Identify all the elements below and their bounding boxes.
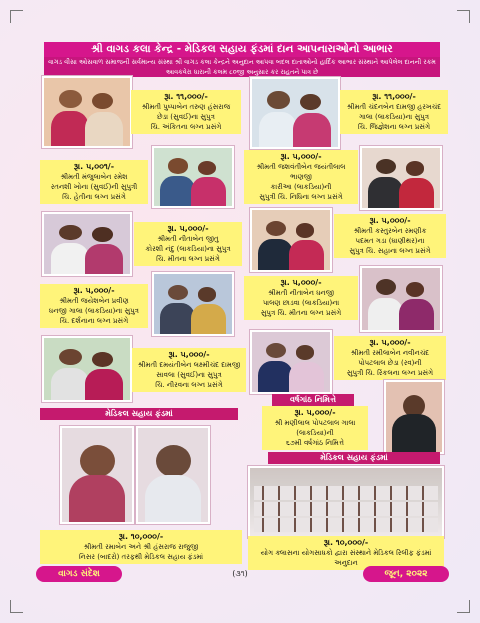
page-title: શ્રી વાગડ કલા કેન્દ્ર - મેડિકલ સહાય ફંડમાં દાન આપનારાઓનો આભાર <box>44 42 440 57</box>
donor-card-2 <box>340 90 448 134</box>
donor-line: પદમત ગડા (ઘાણીથર)ના <box>355 237 425 245</box>
donor-amount: રૂા. ૫,૦૦૦/- <box>280 152 322 161</box>
donor-amount: રૂા. ૫,૦૦૦/- <box>294 408 336 417</box>
donor-amount: રૂા. ૧૦,૦૦૦/- <box>118 532 164 541</box>
donor-card-12 <box>40 530 242 564</box>
donor-card-5 <box>134 222 242 266</box>
donor-amount: રૂા. ૧૦,૦૦૦/- <box>323 538 369 547</box>
magazine-name-badge: વાગડ સંદેશ <box>36 566 122 582</box>
page-number: (૩૧) <box>232 569 248 578</box>
donor-line: શ્રીમતી ચંદનબેન દામજી હરખચંદ <box>346 103 442 111</box>
donor-line: ચિ. હેતીના લગ્ન પ્રસંગે <box>62 193 126 201</box>
donor-line: શ્રીમતી રમીલાબેન નવીનચંદ <box>350 349 430 357</box>
birthday-label: વર્ષગાંઠ નિમિત્તે <box>272 394 354 406</box>
donor-line: સુપુત્ર ચિ. સહાના લગ્ન પ્રસંગે <box>349 247 431 255</box>
donor-line: (લાકડિયા)ની <box>296 429 334 437</box>
donor-line: શ્રીમતી દમયંતીબેન લક્ષ્મીચંદ દામજી <box>137 361 241 369</box>
donor-line: ગાલા (લાકડિયા)ના સુપુત્ર <box>358 113 429 121</box>
donor-amount: રૂા. ૫,૦૦૦/- <box>168 350 210 359</box>
donor-line: નિસર (બાદરો) તરફથી મેડિકલ સહાય ફંડમાં <box>78 553 204 561</box>
donor-line: કારીઆ (લાકડિયા)ની <box>270 183 332 191</box>
donor-amount: રૂા. ૧૧,૦૦૦/- <box>164 92 208 101</box>
corner-mark-top-right <box>457 10 470 23</box>
donor-card-4 <box>244 150 358 204</box>
donor-line: કોરશી નંદુ (લાકડિયા)ના સુપુત્ર <box>145 245 231 253</box>
donor-line: પાલણ છાડવા (લાકડિયા)ના <box>262 299 340 307</box>
couple-photo-8 <box>360 266 442 332</box>
donor-amount: રૂા. ૫,૦૦૦/- <box>369 338 411 347</box>
donor-card-7 <box>40 284 148 328</box>
donor-amount: રૂા. ૫,૦૦૦/- <box>280 278 322 287</box>
donor-line: ચિ. નીરવના લગ્ન પ્રસંગે <box>155 381 223 389</box>
couple-photo-2 <box>250 77 340 149</box>
couple-photo-5 <box>42 212 132 276</box>
medical-fund-label-right: મેડિકલ સહાય ફંડમાં <box>268 452 440 464</box>
medical-fund-label-left: મેડિકલ સહાય ફંડમાં <box>40 408 238 420</box>
portrait-photo-woman <box>60 426 134 524</box>
donor-line: રતનશી ખોના (સુવઈ)ની સુપુત્રી <box>50 183 138 191</box>
donor-card-9 <box>132 348 246 392</box>
corner-mark-top-left <box>10 10 23 23</box>
donor-line: સુપુત્રી ચિ. રિંકલના લગ્ન પ્રસંગે <box>346 369 434 377</box>
donor-line: ચિ. દર્શનાના લગ્ન પ્રસંગે <box>59 317 129 325</box>
donor-line: ૬૭મી વર્ષગાંઠ નિમિત્તે <box>285 439 345 447</box>
donor-line: છેડા (સુવઈ)ના સુપુત્ર <box>157 113 215 121</box>
portrait-photo-man <box>136 426 210 524</box>
donor-line: સુપુત્ર ચિ. મીતના લગ્ન પ્રસંગે <box>260 309 342 317</box>
donor-amount: રૂા. ૫,૦૦૧/- <box>73 162 115 171</box>
donor-amount: રૂા. ૧૧,૦૦૦/- <box>372 92 416 101</box>
couple-photo-4 <box>360 146 442 210</box>
donor-line: શ્રીમતી કસ્તુરબેન રમણીક <box>353 227 427 235</box>
donor-line: ચિ. અંકિતના લગ્ન પ્રસંગે <box>150 123 222 131</box>
donor-amount: રૂા. ૫,૦૦૦/- <box>167 224 209 233</box>
donor-line: યોગ ક્લાસના યોગસાધકો દ્વારા સંસ્થાને મેડિકલ રિલીફ ફંડમાં અનુદાન <box>260 549 432 567</box>
donor-card-13 <box>248 536 444 570</box>
donor-line: શ્રી મણીલાલ પોપટલાલ ગાલા <box>274 419 356 427</box>
corner-mark-bottom-left <box>10 600 23 613</box>
donor-line: શ્રીમતી જયેશબેન પ્રવીણ <box>59 297 129 305</box>
donor-card-1 <box>131 90 241 134</box>
donor-line: ચિ. જિજ્ઞેશના લગ્ન પ્રસંગે <box>357 123 431 131</box>
donor-line: ચિ. મીતના લગ્ન પ્રસંગે <box>156 255 220 263</box>
couple-photo-10 <box>250 330 332 394</box>
donor-line: શ્રીમતી મંજુલાબેન રમેશ <box>60 173 128 181</box>
donor-line: શ્રીમતી જશવંતીબેન જયંતીલાલ ભાણજી <box>256 163 346 181</box>
page-subtitle: વાગડ વીસા ઓસવાળ સમાજની સર્વમાન્ય સંસ્થા શ્રી વાગડ કલા કેન્દ્રને અનુદાન આપવા બદલ દાતાઓનો હાર્દિક આભાર સંસ્થાને આપેલેલ દાનની રકમ આવકવેરા ધારાની કલમ ૮૦જી અનુસાર કર રાહતને પાત્ર છે <box>44 57 440 77</box>
couple-photo-3 <box>152 146 234 208</box>
couple-photo-1 <box>42 76 132 148</box>
donor-line: શ્રીમતી પુષ્પાબેન તરુણ હંસરાજ <box>141 103 231 111</box>
donor-amount: રૂા. ૫,૦૦૦/- <box>369 216 411 225</box>
issue-date-badge: જૂન, ૨૦૨૨ <box>363 566 449 582</box>
couple-photo-9 <box>42 336 132 402</box>
group-photo-yoga-class <box>248 466 444 538</box>
donor-line: શ્રીમતી રમાબેન અને શ્રી હંસરાજ રાજુજી <box>83 543 199 551</box>
couple-photo-7 <box>152 272 234 336</box>
donor-line: સુપુત્રી ચિ. નિધિના લગ્ન પ્રસંગે <box>259 193 343 201</box>
donor-card-3 <box>40 160 148 204</box>
donor-line: સાવલા (સુવઈ)ના સુપુત્ર <box>156 371 222 379</box>
donor-amount: રૂા. ૫,૦૦૦/- <box>73 286 115 295</box>
donor-line: પોપટલાલ છેડા (રવ)ની <box>358 359 422 367</box>
donor-card-11 <box>262 406 368 450</box>
donor-card-6 <box>334 214 446 258</box>
donor-line: શ્રીમતી નીતાબેન ધનજી <box>268 289 334 297</box>
donor-line: શ્રીમતી નીતાબેન જીતુ <box>157 235 219 243</box>
corner-mark-bottom-right <box>457 600 470 613</box>
donor-card-8 <box>244 276 358 320</box>
couple-photo-6 <box>250 208 332 272</box>
donor-line: ધનજી ગાલા (લાકડિયા)ના સુપુત્ર <box>49 307 139 315</box>
portrait-photo-birthday <box>384 380 444 454</box>
donor-card-10 <box>334 336 446 380</box>
